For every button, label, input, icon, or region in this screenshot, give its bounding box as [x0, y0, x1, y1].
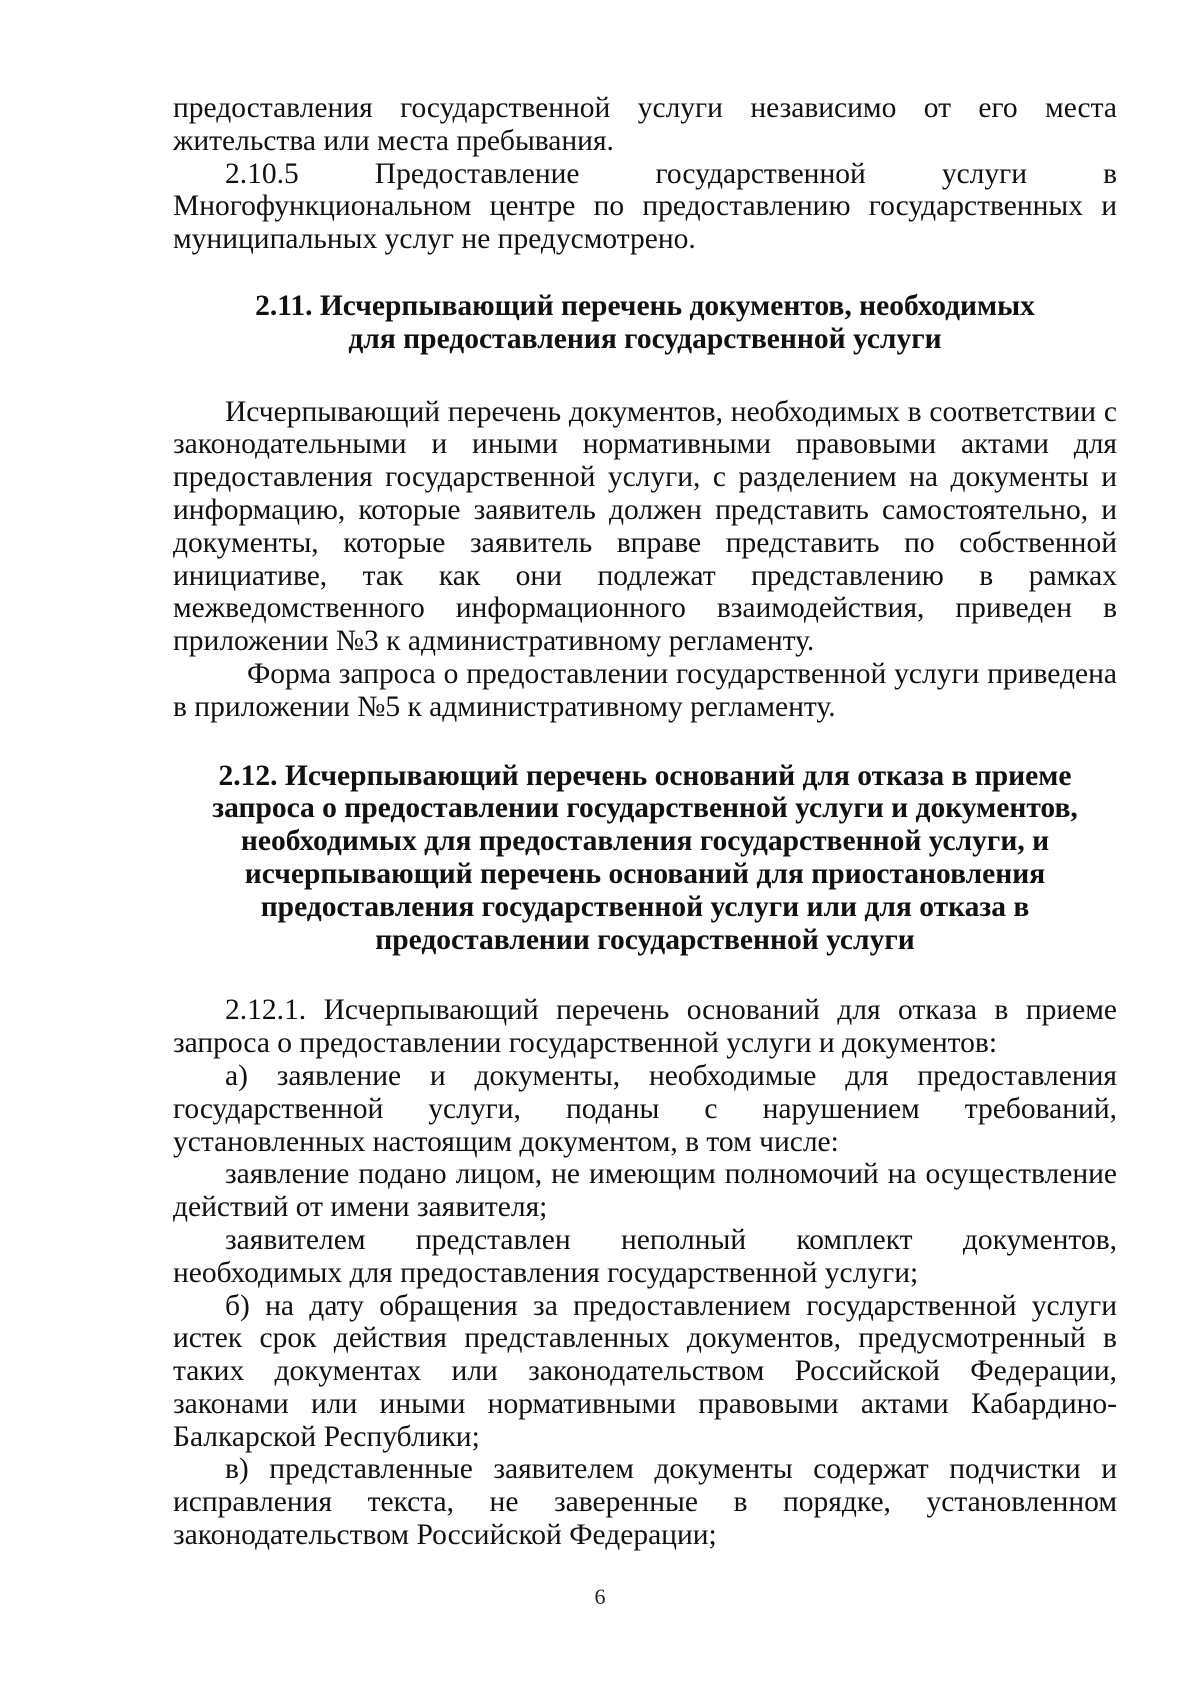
paragraph-item-b: б) на дату обращения за предоставлением государственной услуги истек срок действия представленных документов, предусмотренный в таких документах или законодательством Российской Федерации, законами или иными нормативными правовыми актами Кабардино-Балкарской Республики;: [173, 1289, 1117, 1453]
paragraph-item-a-2: заявителем представлен неполный комплект документов, необходимых для предоставления государственной услуги;: [173, 1223, 1117, 1289]
paragraph-2-11-list: Исчерпывающий перечень документов, необходимых в соответствии с законодательными и иными нормативными правовыми актами для предоставления государственной услуги, с разделением на документы и информацию, которые заявитель должен представить самостоятельно, и документы, которые заявитель вправе представить по собственной инициативе, так как они подлежат представлению в рамках межведомственного информационного взаимодействия, приведен в приложении №3 к административному регламенту.: [173, 395, 1117, 658]
heading-2-12: 2.12. Исчерпывающий перечень оснований для отказа в приеме запроса о предоставлении государственной услуги и документов, необходимых для предоставления государственной услуги, и исчерпывающий перечень оснований для приостановления предоставления государственной услуги или для отказа в предоставлении государственной услуги: [212, 759, 1078, 956]
paragraph-item-a: а) заявление и документы, необходимые для предоставления государственной услуги, поданы с нарушением требований, установленных настоящим документом, в том числе:: [173, 1059, 1117, 1158]
paragraph-2-12-1: 2.12.1. Исчерпывающий перечень оснований для отказа в приеме запроса о предоставлении государственной услуги и документов:: [173, 994, 1117, 1060]
document-page: [173, 92, 1117, 1552]
paragraph-2-10-5: 2.10.5 Предоставление государственной услуги в Многофункциональном центре по предоставлению государственных и муниципальных услуг не предусмотрено.: [173, 157, 1117, 256]
paragraph-item-v: в) представленные заявителем документы содержат подчистки и исправления текста, не заверенные в порядке, установленном законодательством Российской Федерации;: [173, 1453, 1117, 1552]
paragraph-item-a-1: заявление подано лицом, не имеющим полномочий на осуществление действий от имени заявителя;: [173, 1158, 1117, 1224]
paragraph-intro: предоставления государственной услуги независимо от его места жительства или места пребывания.: [173, 92, 1117, 157]
paragraph-2-11-form: Форма запроса о предоставлении государственной услуги приведена в приложении №5 к административному регламенту.: [173, 657, 1117, 723]
heading-2-11: 2.11. Исчерпывающий перечень документов, необходимых для предоставления государственной услуги: [255, 289, 1035, 355]
page-number: 6: [594, 1584, 606, 1609]
